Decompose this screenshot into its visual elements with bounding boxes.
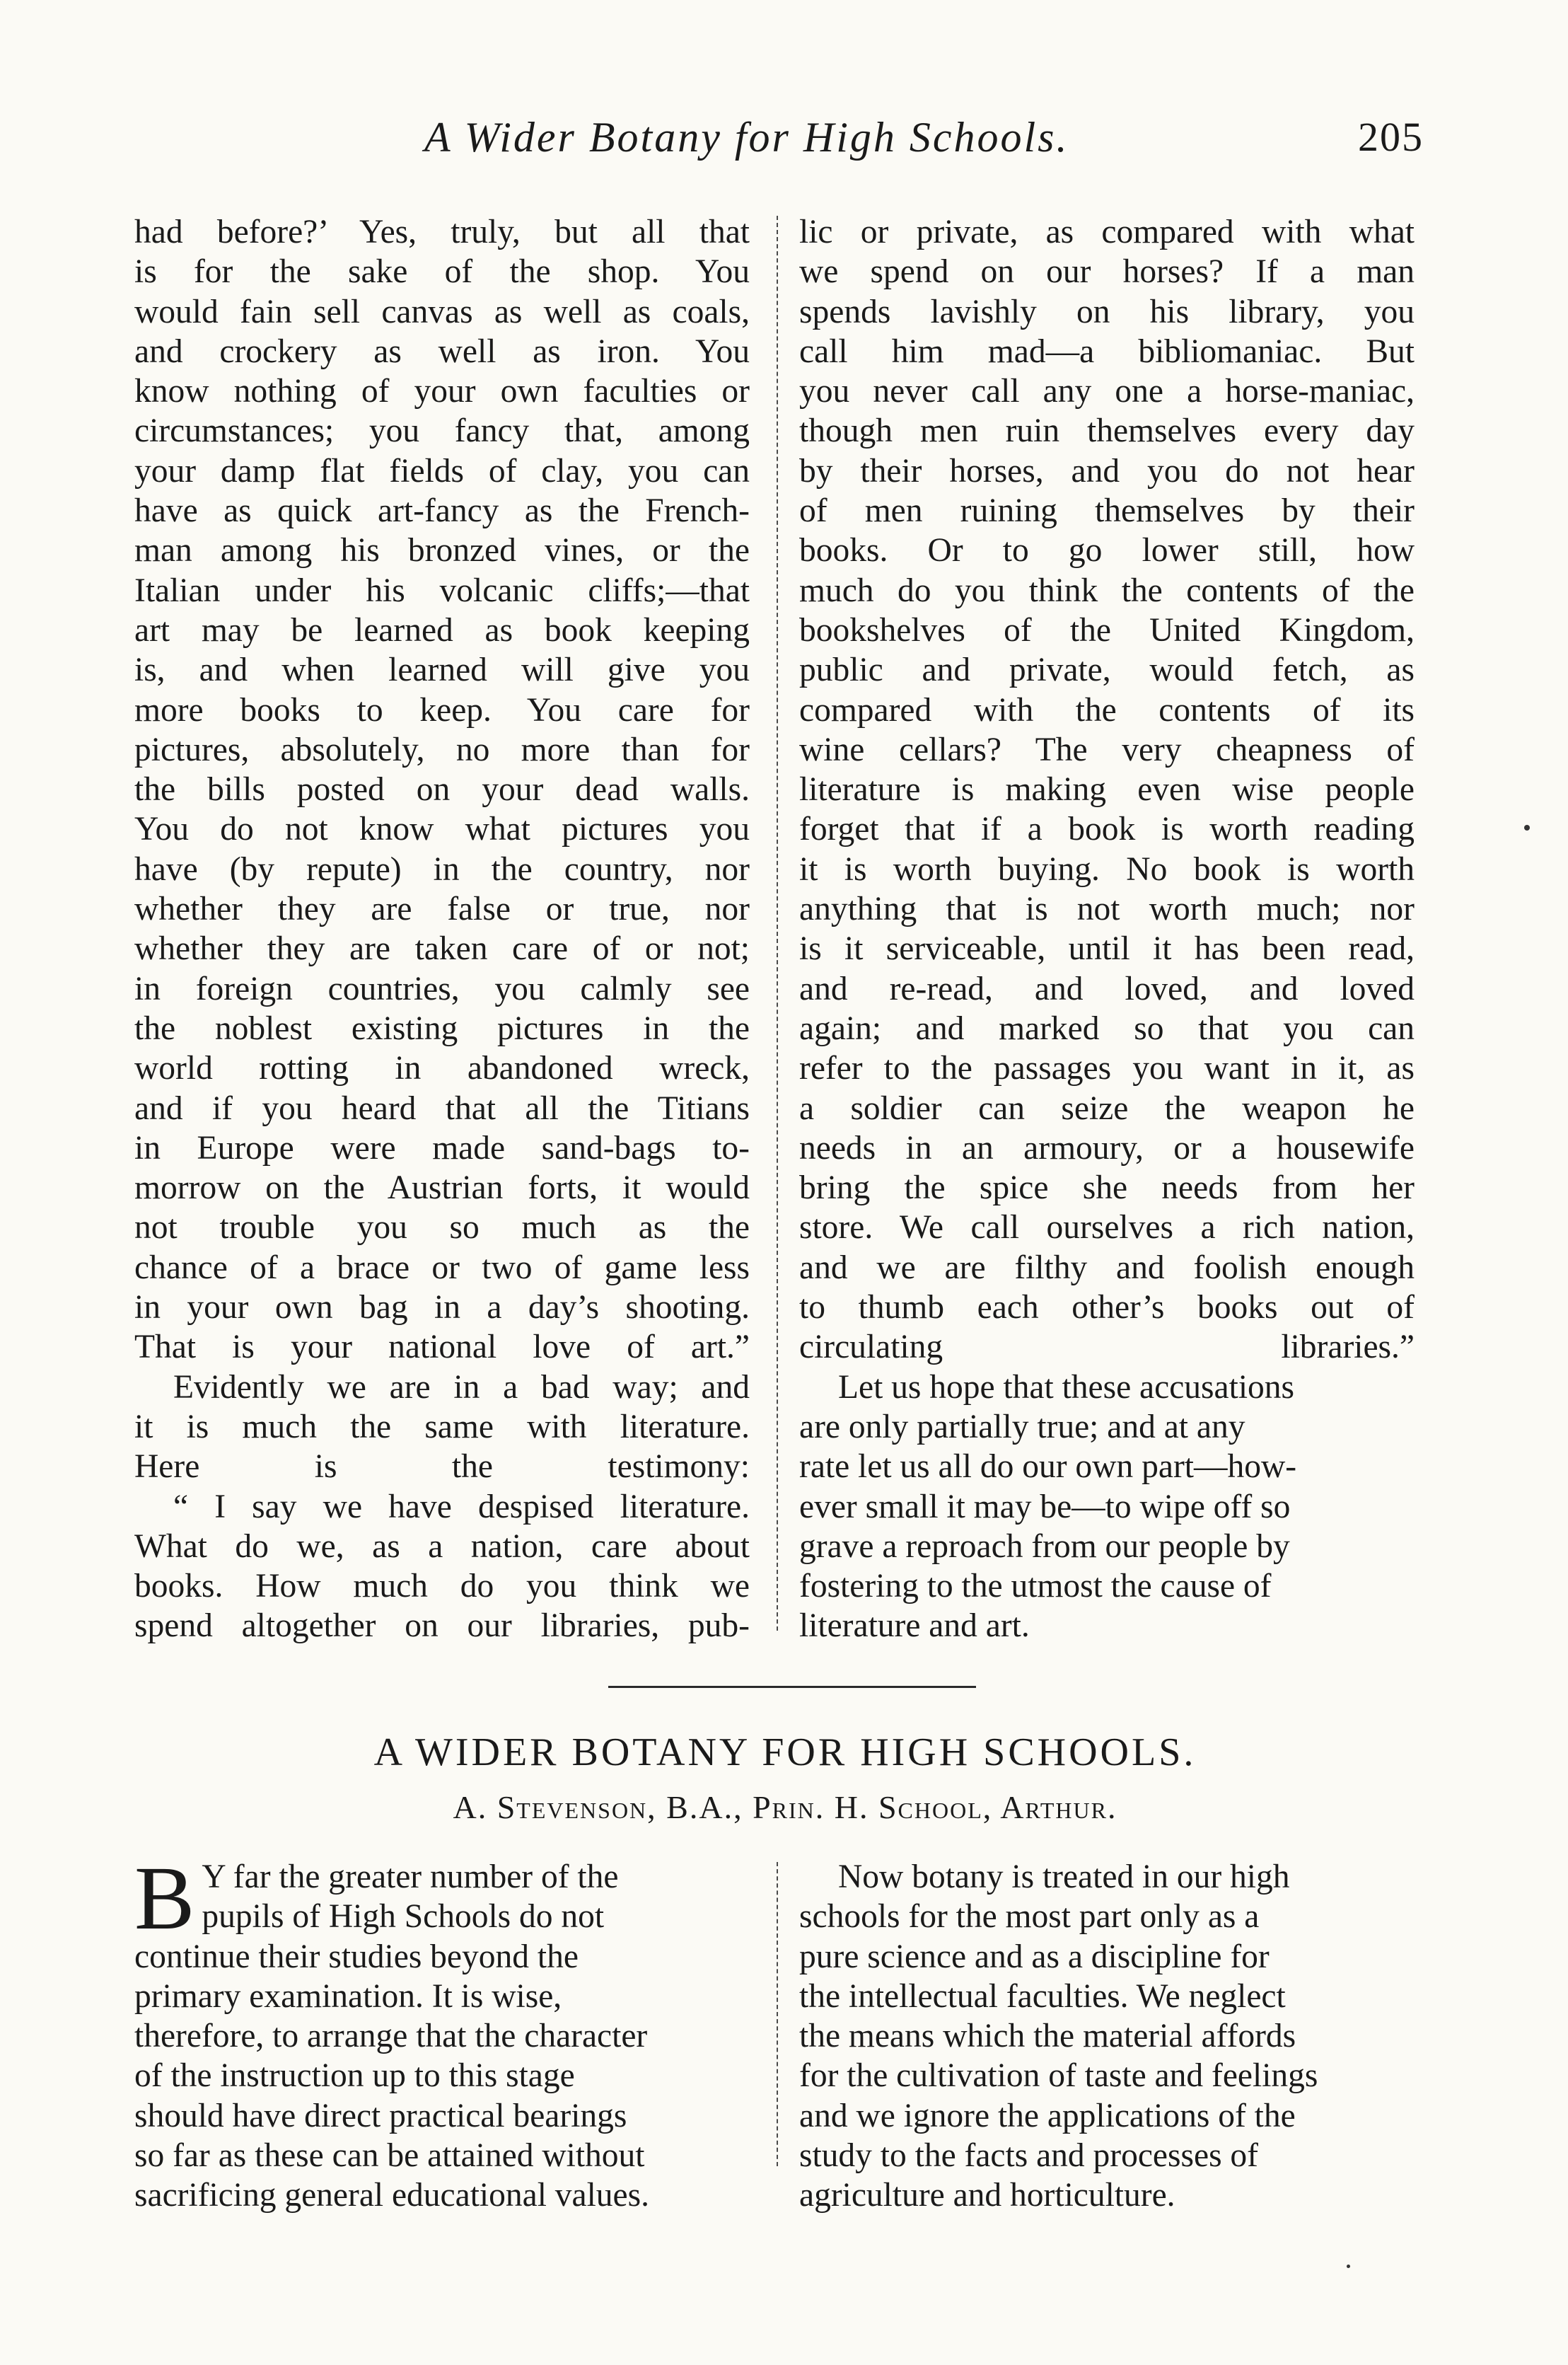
print-speck: [1524, 825, 1530, 831]
text-line: compared with the contents of its: [799, 691, 1415, 729]
text-line: forget that if a book is worth reading: [799, 811, 1415, 848]
text-line: should have direct practical bearings: [134, 2097, 627, 2134]
text-line: we spend on our horses? If a man: [799, 253, 1415, 291]
text-line: man among his bronzed vines, or the: [134, 532, 750, 569]
paragraph: [134, 1487, 750, 1646]
text-line: morrow on the Austrian forts, it would: [134, 1169, 750, 1207]
text-line: Here is the testimony:: [134, 1448, 750, 1486]
article1-left-column: [134, 212, 750, 1646]
text-line: and re-read, and loved, and loved: [799, 970, 1415, 1007]
text-line: grave a reproach from our people by: [799, 1527, 1290, 1565]
text-line: are only partially true; and at any: [799, 1408, 1245, 1445]
text-line: know nothing of your own faculties or: [134, 373, 750, 410]
text-line: the intellectual faculties. We neglect: [799, 1977, 1286, 2015]
text-line: needs in an armoury, or a housewife: [799, 1129, 1415, 1167]
text-line: much do you think the contents of the: [799, 572, 1415, 609]
article-title: A WIDER BOTANY FOR HIGH SCHOOLS.: [373, 1730, 1197, 1774]
text-line: world rotting in abandoned wreck,: [134, 1050, 750, 1087]
text-line: the noblest existing pictures in the: [134, 1010, 750, 1047]
paragraph: [134, 1367, 750, 1487]
text-line: have as quick art-fancy as the French-: [134, 492, 750, 530]
text-line: That is your national love of art.”: [134, 1329, 750, 1366]
article2-right-column: [799, 1857, 1415, 2216]
text-line: so far as these can be attained without: [134, 2137, 645, 2175]
column-divider: [777, 216, 778, 1631]
text-line: pupils of High Schools do not: [202, 1898, 605, 1936]
paragraph: [799, 212, 1415, 1367]
text-line: store. We call ourselves a rich nation,: [799, 1209, 1415, 1247]
text-line: Evidently we are in a bad way; and: [173, 1368, 750, 1406]
text-line: pictures, absolutely, no more than for: [134, 731, 750, 768]
paragraph: [799, 1857, 1415, 2216]
text-line: would fain sell canvas as well as coals,: [134, 293, 750, 330]
text-line: and we are filthy and foolish enough: [799, 1249, 1415, 1286]
text-line: Let us hope that these accusations: [838, 1368, 1295, 1406]
text-line: ever small it may be—to wipe off so: [799, 1488, 1291, 1525]
text-line: wine cellars? The very cheapness of: [799, 731, 1415, 768]
text-line: to thumb each other’s books out of: [799, 1289, 1415, 1326]
article1-right-column: [799, 212, 1415, 1646]
text-line: in your own bag in a day’s shooting.: [134, 1289, 750, 1326]
text-line: of men ruining themselves by their: [799, 492, 1415, 530]
text-line: in Europe were made sand-bags to-: [134, 1129, 750, 1167]
text-line: books. Or to go lower still, how: [799, 532, 1415, 569]
text-line: though men ruin themselves every day: [799, 412, 1415, 450]
article2-left-column: [134, 1848, 750, 2216]
text-line: anything that is not worth much; nor: [799, 891, 1415, 928]
text-line: What do we, as a nation, care about: [134, 1527, 750, 1565]
text-line: refer to the passages you want in it, as: [799, 1050, 1415, 1087]
text-line: had before?’ Yes, truly, but all that: [134, 214, 750, 250]
text-line: chance of a brace or two of game less: [134, 1249, 750, 1286]
text-line: more books to keep. You care for: [134, 691, 750, 729]
paragraph: [134, 212, 750, 1367]
text-line: pure science and as a discipline for: [799, 1938, 1270, 1975]
text-line: agriculture and horticulture.: [799, 2177, 1175, 2214]
text-line: whether they are false or true, nor: [134, 891, 750, 928]
text-line: a soldier can seize the weapon he: [799, 1089, 1415, 1127]
paragraph: [134, 1848, 750, 2216]
text-line: Italian under his volcanic cliffs;—that: [134, 572, 750, 609]
text-line: Y far the greater number of the: [202, 1858, 619, 1895]
paragraph: [799, 1367, 1415, 1646]
text-line: spends lavishly on his library, you: [799, 293, 1415, 330]
running-title: A Wider Botany for High Schools.: [424, 114, 1069, 161]
text-line: primary examination. It is wise,: [134, 1977, 562, 2015]
text-line: and crockery as well as iron. You: [134, 333, 750, 370]
text-line: whether they are taken care of or not;: [134, 930, 750, 968]
text-line: is, and when learned will give you: [134, 652, 750, 689]
text-line: schools for the most part only as a: [799, 1898, 1260, 1936]
text-line: of the instruction up to this stage: [134, 2057, 575, 2095]
text-line: have (by repute) in the country, nor: [134, 850, 750, 888]
text-line: and we ignore the applications of the: [799, 2097, 1296, 2134]
text-line: books. How much do you think we: [134, 1568, 750, 1605]
column-divider: [777, 1862, 778, 2166]
text-line: is it serviceable, until it has been read,: [799, 930, 1415, 968]
text-line: lic or private, as compared with what: [799, 214, 1415, 250]
article2-left-text: [134, 1848, 750, 2216]
text-line: literature is making even wise people: [799, 771, 1415, 809]
text-line: and if you heard that all the Titians: [134, 1089, 750, 1127]
text-line: by their horses, and you do not hear: [799, 452, 1415, 490]
section-rule: [608, 1686, 976, 1688]
text-line: the means which the material affords: [799, 2018, 1296, 2055]
drop-cap: B: [134, 1848, 195, 1948]
text-line: it is much the same with literature.: [134, 1408, 750, 1445]
text-line: you never call any one a horse-maniac,: [799, 373, 1415, 410]
text-line: continue their studies beyond the: [134, 1938, 579, 1975]
text-line: bookshelves of the United Kingdom,: [799, 611, 1415, 649]
text-line: fostering to the utmost the cause of: [799, 1568, 1272, 1605]
print-speck: [1347, 2265, 1350, 2268]
text-line: for the cultivation of taste and feelings: [799, 2057, 1318, 2095]
text-line: rate let us all do our own part—how-: [799, 1448, 1297, 1486]
text-line: again; and marked so that you can: [799, 1010, 1415, 1047]
article-byline: A. Stevenson, B.A., Prin. H. School, Arthur.: [453, 1789, 1117, 1825]
text-line: bring the spice she needs from her: [799, 1169, 1415, 1207]
text-line: spend altogether on our libraries, pub-: [134, 1607, 750, 1645]
text-line: is for the sake of the shop. You: [134, 253, 750, 291]
text-line: art may be learned as book keeping: [134, 611, 750, 649]
text-line: the bills posted on your dead walls.: [134, 771, 750, 809]
text-line: literature and art.: [799, 1607, 1030, 1645]
page-number: 205: [1358, 114, 1424, 160]
text-line: not trouble you so much as the: [134, 1209, 750, 1247]
text-line: study to the facts and processes of: [799, 2137, 1258, 2175]
text-line: sacrificing general educational values.: [134, 2177, 649, 2214]
text-line: public and private, would fetch, as: [799, 652, 1415, 689]
text-line: it is worth buying. No book is worth: [799, 850, 1415, 888]
text-line: circumstances; you fancy that, among: [134, 412, 750, 450]
text-line: therefore, to arrange that the character: [134, 2018, 648, 2055]
text-line: Now botany is treated in our high: [838, 1858, 1290, 1895]
text-line: You do not know what pictures you: [134, 811, 750, 848]
text-line: in foreign countries, you calmly see: [134, 970, 750, 1007]
text-line: “ I say we have despised literature.: [173, 1488, 750, 1525]
text-line: your damp flat fields of clay, you can: [134, 452, 750, 490]
text-line: call him mad—a bibliomaniac. But: [799, 333, 1415, 370]
text-line: circulating libraries.”: [799, 1329, 1415, 1366]
